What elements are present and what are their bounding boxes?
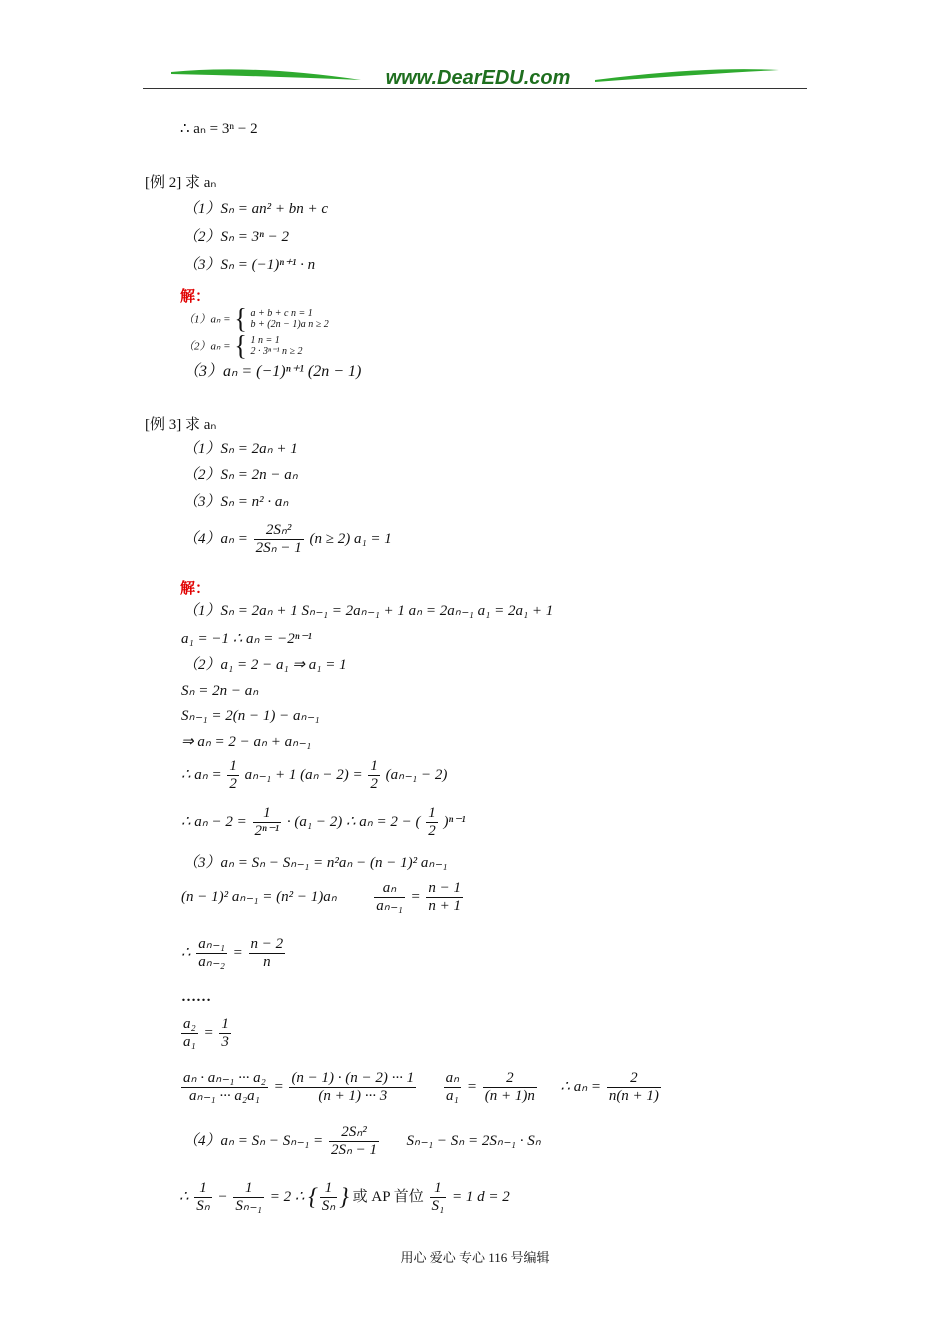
example-2-item-1: （1）Sₙ = an² + bn + c [183,201,328,217]
solution-2-1-label: （1）aₙ = [183,313,231,326]
equals-sign: = [466,1078,478,1095]
solution-3-1-result: a₁ = −1 ∴ aₙ = −2ⁿ⁻¹ [181,631,312,647]
item-4-suffix: (n ≥ 2) a₁ = 1 [309,530,392,547]
text: ∴ aₙ = [560,1078,602,1095]
header-rule [143,88,807,89]
solution-3-4 [183,1124,541,1159]
denominator: 2ⁿ⁻¹ [254,823,280,839]
denominator: aₙ₋₁ [376,898,403,914]
numerator: aₙ [374,880,405,898]
text: ∴ aₙ = [181,766,222,783]
solution-3-2-step-1: Sₙ = 2n − aₙ [181,683,259,699]
solution-2-2 [183,329,303,362]
example-3-item-1: （1）Sₙ = 2aₙ + 1 [183,441,298,457]
solution-3-2-step-2: Sₙ₋₁ = 2(n − 1) − aₙ₋₁ [181,708,320,724]
denominator: 2 [229,776,237,792]
right-brace: } [339,1184,349,1211]
case-1: a + b + c n = 1 [250,308,313,319]
example-3-item-3: （3）Sₙ = n² · aₙ [183,494,289,510]
numerator: 1 [253,805,282,823]
denominator: Sₙ [196,1198,210,1214]
denominator: aₙ₋₁ ··· a₂a₁ [189,1088,260,1104]
case-2: b + (2n − 1)a n ≥ 2 [250,319,329,330]
example-2-title: [例 2] 求 aₙ [145,175,217,191]
text: Sₙ₋₁ − Sₙ = 2Sₙ₋₁ · Sₙ [406,1132,541,1149]
text: （4）aₙ = Sₙ − Sₙ₋₁ = [183,1132,324,1149]
numerator: 2Sₙ² [329,1124,379,1142]
solution-3-3-step-3 [179,1016,233,1051]
denominator: 2 [370,776,378,792]
numerator: 2Sₙ² [254,522,304,540]
fraction [181,1016,198,1051]
denominator: a₁ [183,1034,196,1050]
fraction [430,1180,447,1215]
numerator: (n − 1) · (n − 2) ··· 1 [291,1070,415,1086]
denominator: 2Sₙ − 1 [255,540,302,556]
solution-2-1 [183,302,329,335]
solution-3-2-result [181,805,466,840]
fraction [249,936,286,971]
item-4-prefix: （4）aₙ = [183,530,248,547]
solution-3-3-step-2 [181,936,287,971]
site-url: www.DearEDU.com [385,67,571,89]
right-swoosh-graphic [595,69,779,82]
piecewise-cases [251,308,329,330]
solution-3-3: （3）aₙ = Sₙ − Sₙ₋₁ = n²aₙ − (n − 1)² aₙ₋₁ [183,855,448,871]
fraction [483,1070,537,1105]
text: )ⁿ⁻¹ [443,813,466,830]
numerator: aₙ₋₁ [198,936,225,952]
numerator: 1 [428,805,436,821]
solution-label: 解： [180,289,211,305]
therefore-sign: ∴ [179,1188,189,1205]
fraction [227,758,239,793]
text: · (a₁ − 2) ∴ aₙ = 2 − ( [286,813,421,830]
denominator: a₁ [446,1088,459,1104]
numerator: 1 [194,1180,211,1198]
fraction [254,522,304,557]
minus-sign: − [217,1188,228,1205]
numerator: 2 [483,1070,537,1088]
fraction [426,880,463,915]
case-1: 1 n = 1 [250,335,280,346]
denominator: 2Sₙ − 1 [330,1142,378,1158]
numerator: aₙ [445,1070,460,1086]
denominator: Sₙ₋₁ [235,1198,263,1214]
fraction [444,1070,461,1105]
equals-sign: = [203,1024,214,1041]
fraction [607,1070,661,1105]
numerator: n − 2 [250,936,284,952]
numerator: 2 [607,1070,661,1088]
denominator: n + 1 [428,898,462,914]
numerator: a₂ [183,1016,196,1032]
fraction [426,805,438,840]
denominator: Sₙ [321,1198,336,1214]
fraction [181,1070,268,1105]
example-2-item-2: （2）Sₙ = 3ⁿ − 2 [183,229,289,245]
left-brace: { [234,302,247,335]
solution-3-2-step-3: ⇒ aₙ = 2 − aₙ + aₙ₋₁ [181,734,312,750]
fraction [289,1070,416,1105]
denominator: (n + 1) ··· 3 [318,1088,388,1104]
fraction [329,1124,379,1159]
therefore-sign: ∴ [181,944,191,961]
text: ∴ aₙ − 2 = [181,813,247,830]
case-2: 2 · 3ⁿ⁻¹ n ≥ 2 [250,346,303,357]
fraction [194,1180,211,1215]
numerator: aₙ · aₙ₋₁ ··· a₂ [183,1070,266,1086]
denominator: 2 [428,823,436,839]
ellipsis: …… [181,989,211,1005]
solution-3-1: （1）Sₙ = 2aₙ + 1 Sₙ₋₁ = 2aₙ₋₁ + 1 aₙ = 2aₙ₋₁ a₁ = 2a₁ + 1 [183,603,554,619]
left-brace: { [308,1184,318,1211]
numerator: 1 [430,1180,447,1198]
fraction [233,1180,264,1215]
text: (aₙ₋₁ − 2) [385,766,448,783]
numerator: 1 [370,758,378,774]
example-3-item-4 [183,522,392,557]
denominator: (n + 1)n [484,1088,535,1104]
denominator: n [263,954,271,970]
solution-3-4-result [179,1180,510,1215]
equals-sign: = [232,944,243,961]
solution-2-2-label: （2）aₙ = [183,340,231,353]
solution-3-2-step-4 [181,758,447,793]
fraction [374,880,405,915]
fraction [196,936,227,971]
solution-3-2: （2）a₁ = 2 − a₁ ⇒ a₁ = 1 [183,657,347,673]
text: = 2 ∴ [269,1188,305,1205]
example-2-item-3: （3）Sₙ = (−1)ⁿ⁺¹ · n [183,257,316,273]
solution-3-3-result [179,1070,663,1105]
fraction [368,758,380,793]
numerator: 1 [233,1180,264,1198]
example-3-item-2: （2）Sₙ = 2n − aₙ [183,467,298,483]
denominator: aₙ₋₂ [198,954,225,970]
example-3-title: [例 3] 求 aₙ [145,417,217,433]
left-swoosh-graphic [171,69,361,80]
conclusion-line: ∴ aₙ = 3ⁿ − 2 [180,121,258,137]
footer: 用心 爱心 专心 116 号编辑 [400,1250,550,1265]
solution-label: 解： [180,581,211,597]
piecewise-cases [251,335,303,357]
text: (n − 1)² aₙ₋₁ = (n² − 1)aₙ [181,888,337,905]
text: 或 AP 首位 [352,1188,424,1205]
left-brace: { [234,329,247,362]
numerator: 1 [221,1016,229,1032]
denominator: 3 [221,1034,229,1050]
denominator: S₁ [431,1198,445,1214]
fraction [219,1016,231,1051]
numerator: 1 [320,1180,337,1198]
solution-2-3: （3）aₙ = (−1)ⁿ⁺¹ (2n − 1) [183,363,362,380]
fraction [320,1180,337,1215]
fraction [253,805,282,840]
numerator: 1 [229,758,237,774]
text: = 1 d = 2 [451,1188,510,1205]
text: aₙ₋₁ + 1 (aₙ − 2) = [244,766,363,783]
numerator: n − 1 [428,880,462,896]
equals-sign: = [273,1078,284,1095]
equals-sign: = [410,888,421,905]
solution-3-3-step-1 [181,880,465,915]
denominator: n(n + 1) [608,1088,659,1104]
